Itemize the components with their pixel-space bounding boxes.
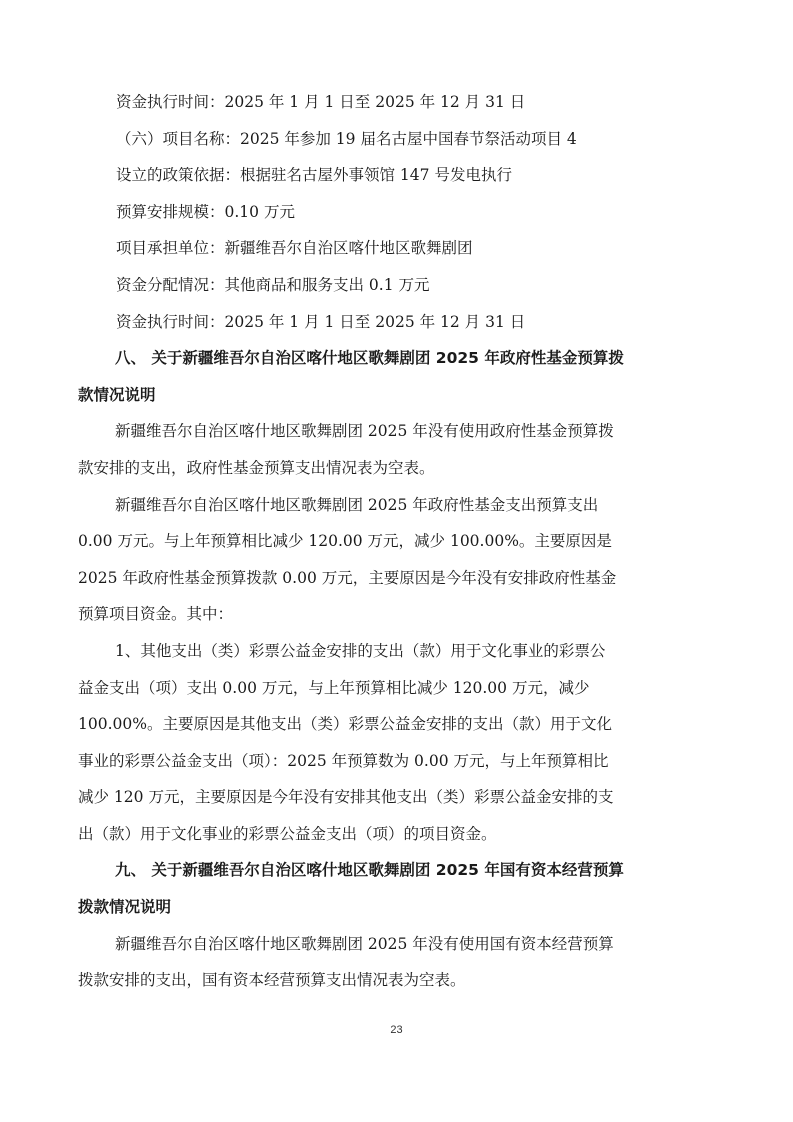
text-line: 资金执行时间：2025 年 1 月 1 日至 2025 年 12 月 31 日 [116,93,526,111]
text-line: （六）项目名称：2025 年参加 19 届名古屋中国春节祭活动项目 4 [116,129,577,148]
paragraph-line: 2025 年政府性基金预算拨款 0.00 万元，主要原因是今年没有安排政府性基金 [78,568,617,587]
paragraph-line: 减少 120 万元，主要原因是今年没有安排其他支出（类）彩票公益金安排的支 [78,788,614,807]
document-body [78,84,715,999]
paragraph-line: 事业的彩票公益金支出（项）：2025 年预算数为 0.00 万元，与上年预算相比 [78,751,609,770]
section-heading [78,340,715,413]
paragraph-line: 新疆维吾尔自治区喀什地区歌舞剧团 2025 年没有使用政府性基金预算拨 [115,422,614,441]
paragraph-line: 新疆维吾尔自治区喀什地区歌舞剧团 2025 年政府性基金支出预算支出 [115,495,599,514]
section-heading [78,852,715,925]
text-line: 设立的政策依据：根据驻名古屋外事领馆 147 号发电执行 [116,166,512,185]
paragraph [78,926,715,999]
paragraph-line: 预算项目资金。其中： [78,605,234,624]
paragraph-line: 款安排的支出，政府性基金预算支出情况表为空表。 [78,458,435,477]
paragraph-line: 拨款安排的支出，国有资本经营预算支出情况表为空表。 [78,971,466,990]
page-number: 23 [390,1024,403,1036]
heading-line: 八、 关于新疆维吾尔自治区喀什地区歌舞剧团 2025 年政府性基金预算拨 [115,349,624,368]
paragraph-line: 益金支出（项）支出 0.00 万元，与上年预算相比减少 120.00 万元，减少 [78,678,590,697]
paragraph [78,413,715,486]
text-line: 项目承担单位：新疆维吾尔自治区喀什地区歌舞剧团 [116,239,473,258]
paragraph-line: 出（款）用于文化事业的彩票公益金支出（项）的项目资金。 [78,824,497,843]
heading-line: 拨款情况说明 [78,898,172,917]
heading-line: 九、 关于新疆维吾尔自治区喀什地区歌舞剧团 2025 年国有资本经营预算 [115,861,624,880]
text-line: 资金执行时间：2025 年 1 月 1 日至 2025 年 12 月 31 日 [116,312,526,331]
text-line: 资金分配情况：其他商品和服务支出 0.1 万元 [116,275,430,294]
text-line: 预算安排规模：0.10 万元 [116,202,295,221]
paragraph-line: 0.00 万元。与上年预算相比减少 120.00 万元，减少 100.00%。主要原因是 [78,532,612,551]
heading-line: 款情况说明 [78,385,156,404]
paragraph-line: 新疆维吾尔自治区喀什地区歌舞剧团 2025 年没有使用国有资本经营预算 [115,934,614,953]
paragraph [78,633,715,853]
paragraph-line: 100.00%。主要原因是其他支出（类）彩票公益金安排的支出（款）用于文化 [78,715,612,734]
paragraph-line: 1、其他支出（类）彩票公益金安排的支出（款）用于文化事业的彩票公 [115,641,606,660]
paragraph [78,487,715,633]
